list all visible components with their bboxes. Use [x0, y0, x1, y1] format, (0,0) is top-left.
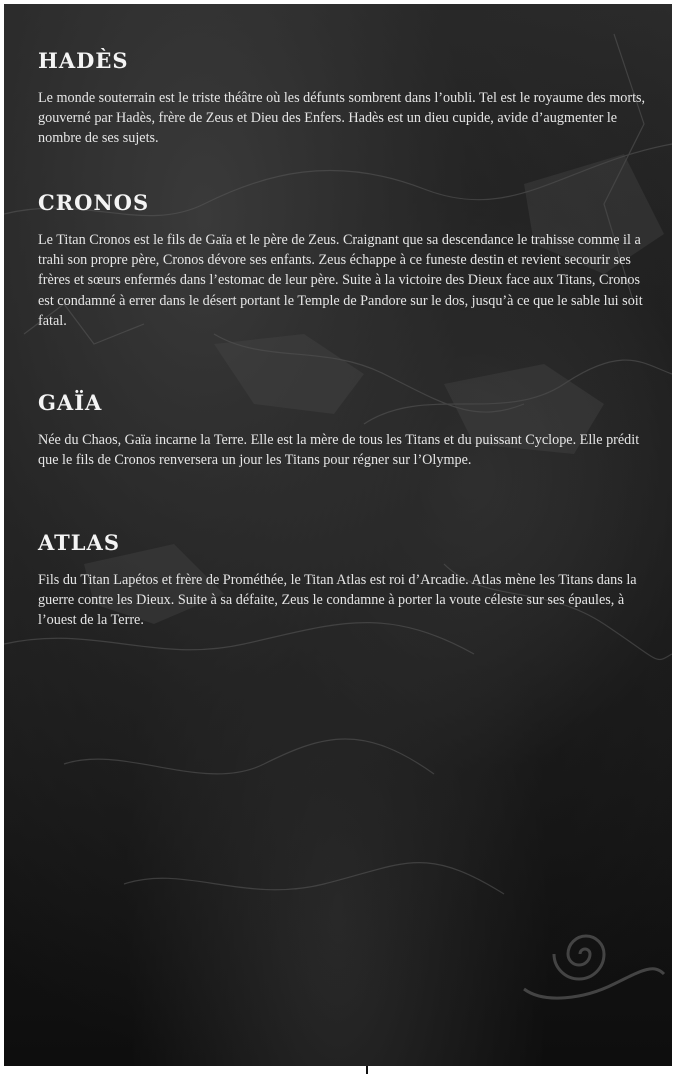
section-title: GAÏA	[38, 390, 103, 415]
section-text: Fils du Titan Lapétos et frère de Prométhée, le Titan Atlas est roi d’Arcadie. Atlas mène les Titans dans la guerre contre les Dieux. Suite à sa défaite, Zeus le condamne à porter la voute céleste sur ses épaules, à l’ouest de la Terre.	[38, 572, 637, 629]
section-title: CRONOS	[38, 190, 150, 215]
manual-page	[4, 4, 672, 1066]
section-atlas	[38, 530, 650, 631]
section-text: Le monde souterrain est le triste théâtre où les défunts sombrent dans l’oubli. Tel est le royaume des morts, gouverné par Hadès, frère de Zeus et Dieu des Enfers. Hadès est un dieu cupide, avide d’augmenter le nombre de ses sujets.	[38, 90, 646, 147]
section-text: Née du Chaos, Gaïa incarne la Terre. Elle est la mère de tous les Titans et du puissant Cyclope. Elle prédit que le fils de Cronos renversera un jour les Titans pour régner sur l’Olympe.	[38, 432, 640, 469]
section-gaia	[38, 390, 650, 470]
page-mark	[366, 1066, 368, 1074]
section-cronos	[38, 190, 650, 331]
section-title: ATLAS	[38, 530, 120, 555]
section-title: HADÈS	[38, 48, 129, 73]
section-text: Le Titan Cronos est le fils de Gaïa et le père de Zeus. Craignant que sa descendance le trahisse comme il a trahi son propre père, Cronos dévore ses enfants. Zeus échappe à ce funeste destin et revient secourir ses frères et sœurs enfermés dans l’estomac de leur père. Suite à la victoire des Dieux face aux Titans, Cronos est condamné à errer dans le désert portant le Temple de Pandore sur le dos, jusqu’à ce que le sable lui soit fatal.	[38, 232, 643, 329]
section-hades	[38, 48, 650, 149]
